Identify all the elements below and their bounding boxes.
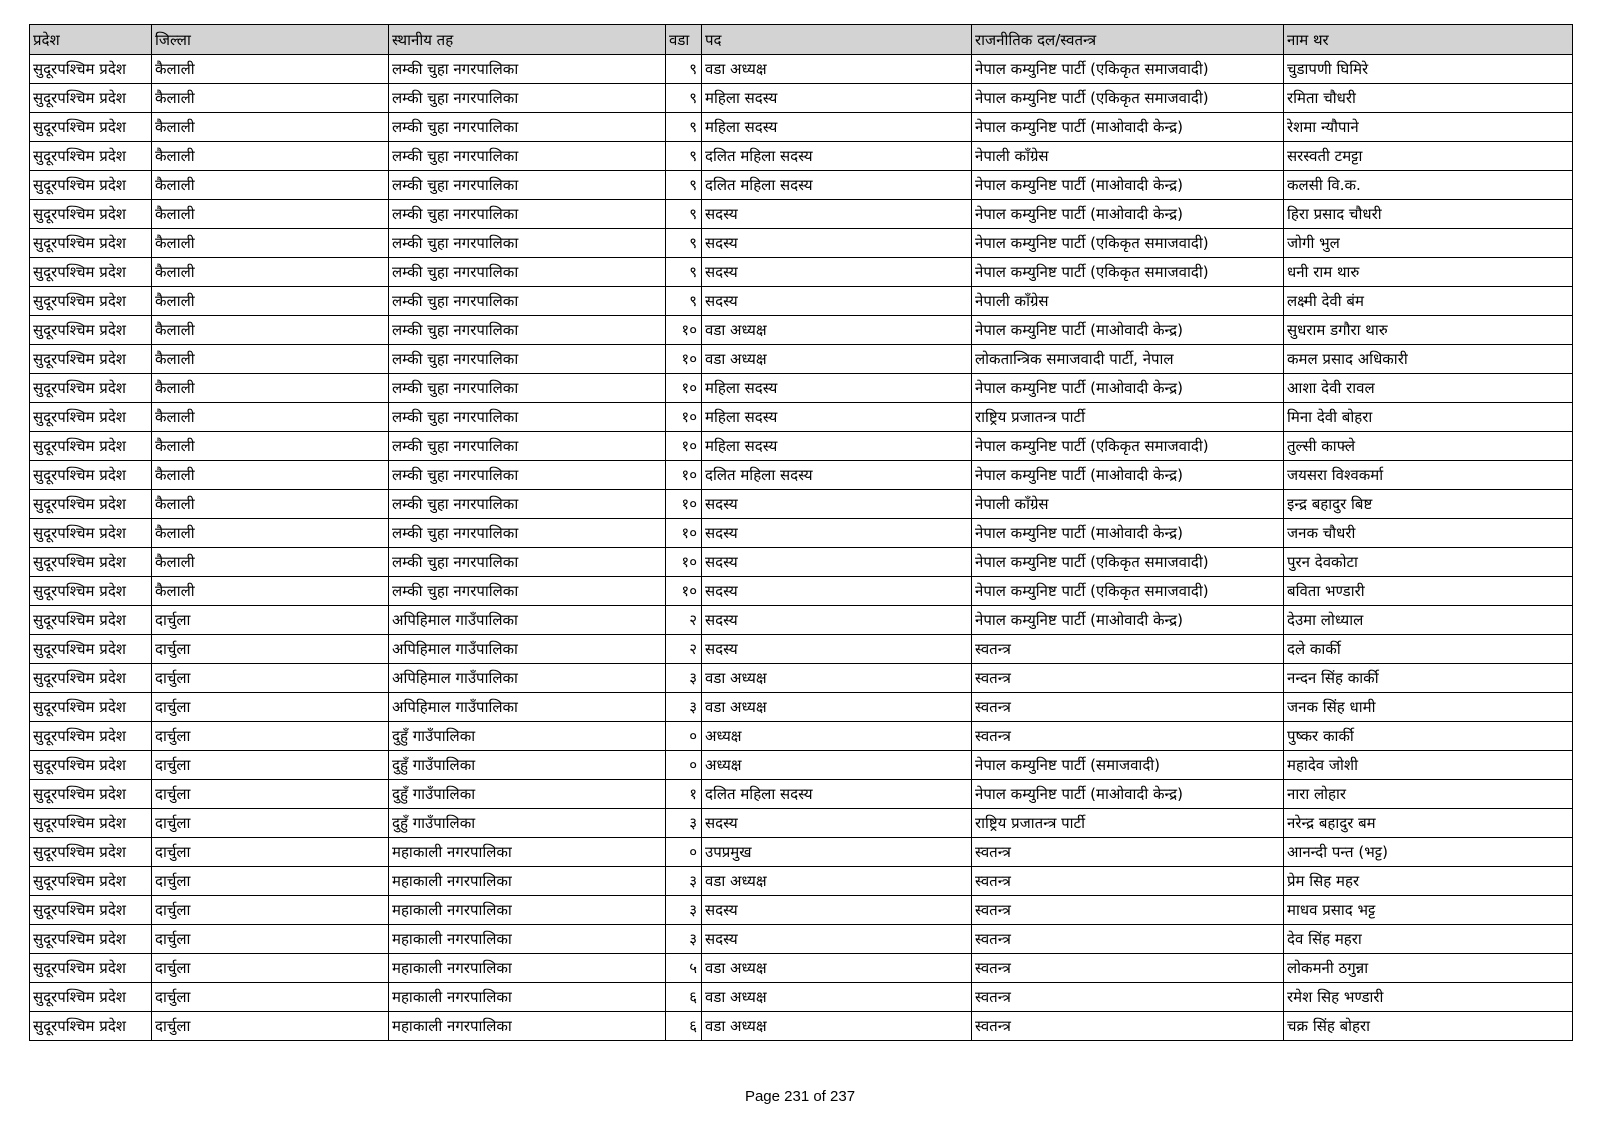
cell-province: सुदूरपश्चिम प्रदेश (30, 925, 152, 954)
table-row (30, 461, 1573, 490)
cell-local-level: लम्की चुहा नगरपालिका (389, 519, 666, 548)
column-header-district: जिल्ला (152, 25, 389, 55)
cell-name: रमेश सिह भण्डारी (1284, 983, 1573, 1012)
cell-position: महिला सदस्य (702, 374, 972, 403)
cell-name: नारा लोहार (1284, 780, 1573, 809)
cell-party: स्वतन्त्र (972, 635, 1284, 664)
cell-party: स्वतन्त्र (972, 983, 1284, 1012)
cell-name: नरेन्द्र बहादुर बम (1284, 809, 1573, 838)
cell-district: कैलाली (152, 229, 389, 258)
cell-ward: ९ (666, 200, 702, 229)
cell-province: सुदूरपश्चिम प्रदेश (30, 142, 152, 171)
cell-name: हिरा प्रसाद चौधरी (1284, 200, 1573, 229)
cell-ward: १० (666, 403, 702, 432)
table-row (30, 809, 1573, 838)
cell-province: सुदूरपश्चिम प्रदेश (30, 461, 152, 490)
cell-party: नेपाल कम्युनिष्ट पार्टी (माओवादी केन्द्र) (972, 200, 1284, 229)
cell-local-level: लम्की चुहा नगरपालिका (389, 55, 666, 84)
cell-position: सदस्य (702, 287, 972, 316)
cell-province: सुदूरपश्चिम प्रदेश (30, 896, 152, 925)
cell-local-level: लम्की चुहा नगरपालिका (389, 113, 666, 142)
cell-name: बविता भण्डारी (1284, 577, 1573, 606)
cell-local-level: लम्की चुहा नगरपालिका (389, 403, 666, 432)
cell-district: दार्चुला (152, 693, 389, 722)
cell-position: वडा अध्यक्ष (702, 316, 972, 345)
cell-party: स्वतन्त्र (972, 693, 1284, 722)
cell-local-level: अपिहिमाल गाउँपालिका (389, 606, 666, 635)
cell-name: सुधराम डगौरा थारु (1284, 316, 1573, 345)
table-row (30, 229, 1573, 258)
cell-local-level: अपिहिमाल गाउँपालिका (389, 664, 666, 693)
cell-province: सुदूरपश्चिम प्रदेश (30, 200, 152, 229)
cell-position: सदस्य (702, 809, 972, 838)
cell-name: रेशमा न्यौपाने (1284, 113, 1573, 142)
cell-party: स्वतन्त्र (972, 925, 1284, 954)
cell-local-level: दुहुँ गाउँपालिका (389, 751, 666, 780)
cell-province: सुदूरपश्चिम प्रदेश (30, 664, 152, 693)
cell-district: कैलाली (152, 142, 389, 171)
cell-party: नेपाल कम्युनिष्ट पार्टी (एकिकृत समाजवादी) (972, 432, 1284, 461)
cell-district: कैलाली (152, 548, 389, 577)
table-body (30, 55, 1573, 1041)
cell-ward: ९ (666, 84, 702, 113)
cell-ward: ० (666, 722, 702, 751)
cell-province: सुदूरपश्चिम प्रदेश (30, 171, 152, 200)
cell-district: कैलाली (152, 490, 389, 519)
cell-province: सुदूरपश्चिम प्रदेश (30, 345, 152, 374)
cell-district: कैलाली (152, 316, 389, 345)
cell-name: आनन्दी पन्त (भट्ट) (1284, 838, 1573, 867)
table-row (30, 519, 1573, 548)
cell-ward: ९ (666, 258, 702, 287)
cell-name: चुडापणी घिमिरे (1284, 55, 1573, 84)
cell-ward: ५ (666, 954, 702, 983)
cell-name: दले कार्की (1284, 635, 1573, 664)
cell-ward: ९ (666, 229, 702, 258)
cell-position: वडा अध्यक्ष (702, 345, 972, 374)
cell-position: वडा अध्यक्ष (702, 983, 972, 1012)
cell-ward: ३ (666, 809, 702, 838)
cell-district: कैलाली (152, 287, 389, 316)
cell-district: कैलाली (152, 403, 389, 432)
cell-party: नेपाल कम्युनिष्ट पार्टी (एकिकृत समाजवादी) (972, 258, 1284, 287)
cell-party: स्वतन्त्र (972, 838, 1284, 867)
cell-local-level: दुहुँ गाउँपालिका (389, 809, 666, 838)
cell-province: सुदूरपश्चिम प्रदेश (30, 606, 152, 635)
cell-name: देउमा लोध्याल (1284, 606, 1573, 635)
cell-local-level: लम्की चुहा नगरपालिका (389, 142, 666, 171)
cell-party: नेपाल कम्युनिष्ट पार्टी (माओवादी केन्द्र) (972, 171, 1284, 200)
cell-position: वडा अध्यक्ष (702, 664, 972, 693)
cell-district: कैलाली (152, 374, 389, 403)
cell-district: दार्चुला (152, 809, 389, 838)
column-header-ward: वडा (666, 25, 702, 55)
cell-name: पुरन देवकोटा (1284, 548, 1573, 577)
cell-ward: ३ (666, 896, 702, 925)
cell-local-level: महाकाली नगरपालिका (389, 925, 666, 954)
cell-position: सदस्य (702, 577, 972, 606)
table-row (30, 113, 1573, 142)
cell-party: लोकतान्त्रिक समाजवादी पार्टी, नेपाल (972, 345, 1284, 374)
cell-party: नेपाल कम्युनिष्ट पार्टी (एकिकृत समाजवादी) (972, 229, 1284, 258)
cell-position: दलित महिला सदस्य (702, 780, 972, 809)
table-row (30, 896, 1573, 925)
cell-name: जनक चौधरी (1284, 519, 1573, 548)
cell-party: स्वतन्त्र (972, 867, 1284, 896)
cell-province: सुदूरपश्चिम प्रदेश (30, 693, 152, 722)
cell-ward: १० (666, 577, 702, 606)
cell-position: दलित महिला सदस्य (702, 142, 972, 171)
cell-local-level: लम्की चुहा नगरपालिका (389, 84, 666, 113)
cell-party: नेपाल कम्युनिष्ट पार्टी (माओवादी केन्द्र) (972, 316, 1284, 345)
cell-district: दार्चुला (152, 983, 389, 1012)
table-row (30, 1012, 1573, 1041)
table-row (30, 577, 1573, 606)
cell-position: महिला सदस्य (702, 113, 972, 142)
cell-name: प्रेम सिह महर (1284, 867, 1573, 896)
cell-ward: २ (666, 606, 702, 635)
cell-position: महिला सदस्य (702, 432, 972, 461)
table-row (30, 635, 1573, 664)
cell-district: दार्चुला (152, 606, 389, 635)
cell-position: वडा अध्यक्ष (702, 693, 972, 722)
cell-local-level: लम्की चुहा नगरपालिका (389, 548, 666, 577)
cell-name: पुष्कर कार्की (1284, 722, 1573, 751)
cell-name: महादेव जोशी (1284, 751, 1573, 780)
cell-local-level: दुहुँ गाउँपालिका (389, 780, 666, 809)
cell-local-level: लम्की चुहा नगरपालिका (389, 287, 666, 316)
table-row (30, 606, 1573, 635)
cell-district: दार्चुला (152, 1012, 389, 1041)
cell-party: राष्ट्रिय प्रजातन्त्र पार्टी (972, 809, 1284, 838)
cell-name: तुल्सी काफ्ले (1284, 432, 1573, 461)
cell-party: स्वतन्त्र (972, 1012, 1284, 1041)
cell-ward: ० (666, 838, 702, 867)
cell-name: जनक सिंह धामी (1284, 693, 1573, 722)
cell-ward: ० (666, 751, 702, 780)
column-header-name: नाम थर (1284, 25, 1573, 55)
cell-province: सुदूरपश्चिम प्रदेश (30, 519, 152, 548)
table-row (30, 287, 1573, 316)
cell-ward: १० (666, 490, 702, 519)
table-row (30, 693, 1573, 722)
cell-position: सदस्य (702, 229, 972, 258)
table-row (30, 780, 1573, 809)
cell-party: नेपाल कम्युनिष्ट पार्टी (माओवादी केन्द्र) (972, 780, 1284, 809)
cell-ward: ३ (666, 693, 702, 722)
cell-province: सुदूरपश्चिम प्रदेश (30, 374, 152, 403)
cell-party: स्वतन्त्र (972, 954, 1284, 983)
cell-ward: १० (666, 548, 702, 577)
cell-position: सदस्य (702, 200, 972, 229)
table-row (30, 142, 1573, 171)
cell-district: दार्चुला (152, 664, 389, 693)
cell-province: सुदूरपश्चिम प्रदेश (30, 954, 152, 983)
cell-district: कैलाली (152, 171, 389, 200)
table-row (30, 925, 1573, 954)
cell-position: अध्यक्ष (702, 722, 972, 751)
cell-position: वडा अध्यक्ष (702, 954, 972, 983)
table-row (30, 432, 1573, 461)
cell-district: कैलाली (152, 55, 389, 84)
cell-party: स्वतन्त्र (972, 722, 1284, 751)
cell-ward: ३ (666, 925, 702, 954)
cell-province: सुदूरपश्चिम प्रदेश (30, 635, 152, 664)
cell-party: नेपाल कम्युनिष्ट पार्टी (माओवादी केन्द्र) (972, 519, 1284, 548)
cell-name: मिना देवी बोहरा (1284, 403, 1573, 432)
cell-position: सदस्य (702, 635, 972, 664)
cell-district: कैलाली (152, 113, 389, 142)
cell-province: सुदूरपश्चिम प्रदेश (30, 722, 152, 751)
header-row (30, 25, 1573, 55)
results-table (29, 24, 1573, 1041)
cell-ward: ६ (666, 983, 702, 1012)
cell-name: लक्ष्मी देवी बंम (1284, 287, 1573, 316)
cell-local-level: महाकाली नगरपालिका (389, 983, 666, 1012)
table-row (30, 722, 1573, 751)
cell-position: अध्यक्ष (702, 751, 972, 780)
cell-ward: ३ (666, 664, 702, 693)
cell-position: सदस्य (702, 258, 972, 287)
cell-district: कैलाली (152, 577, 389, 606)
cell-name: चक्र सिंह बोहरा (1284, 1012, 1573, 1041)
cell-position: उपप्रमुख (702, 838, 972, 867)
cell-ward: १० (666, 374, 702, 403)
cell-ward: १० (666, 519, 702, 548)
cell-district: दार्चुला (152, 896, 389, 925)
cell-position: सदस्य (702, 925, 972, 954)
table-row (30, 84, 1573, 113)
cell-district: दार्चुला (152, 780, 389, 809)
cell-name: जयसरा विश्वकर्मा (1284, 461, 1573, 490)
cell-local-level: महाकाली नगरपालिका (389, 1012, 666, 1041)
cell-local-level: लम्की चुहा नगरपालिका (389, 316, 666, 345)
cell-position: वडा अध्यक्ष (702, 1012, 972, 1041)
cell-position: वडा अध्यक्ष (702, 55, 972, 84)
cell-local-level: अपिहिमाल गाउँपालिका (389, 635, 666, 664)
cell-position: दलित महिला सदस्य (702, 461, 972, 490)
cell-local-level: अपिहिमाल गाउँपालिका (389, 693, 666, 722)
cell-province: सुदूरपश्चिम प्रदेश (30, 983, 152, 1012)
cell-province: सुदूरपश्चिम प्रदेश (30, 809, 152, 838)
cell-name: नन्दन सिंह कार्की (1284, 664, 1573, 693)
table-row (30, 867, 1573, 896)
cell-local-level: लम्की चुहा नगरपालिका (389, 229, 666, 258)
cell-position: सदस्य (702, 606, 972, 635)
cell-district: कैलाली (152, 200, 389, 229)
cell-position: सदस्य (702, 519, 972, 548)
cell-party: नेपाल कम्युनिष्ट पार्टी (एकिकृत समाजवादी) (972, 55, 1284, 84)
cell-party: स्वतन्त्र (972, 896, 1284, 925)
cell-province: सुदूरपश्चिम प्रदेश (30, 84, 152, 113)
table-row (30, 258, 1573, 287)
cell-party: नेपाल कम्युनिष्ट पार्टी (माओवादी केन्द्र) (972, 374, 1284, 403)
cell-district: कैलाली (152, 432, 389, 461)
cell-party: नेपाल कम्युनिष्ट पार्टी (एकिकृत समाजवादी) (972, 84, 1284, 113)
cell-party: स्वतन्त्र (972, 664, 1284, 693)
cell-local-level: लम्की चुहा नगरपालिका (389, 171, 666, 200)
table-row (30, 548, 1573, 577)
table-header (30, 25, 1573, 55)
cell-ward: १ (666, 780, 702, 809)
cell-province: सुदूरपश्चिम प्रदेश (30, 287, 152, 316)
cell-district: कैलाली (152, 84, 389, 113)
table-row (30, 374, 1573, 403)
cell-name: कलसी वि.क. (1284, 171, 1573, 200)
cell-province: सुदूरपश्चिम प्रदेश (30, 316, 152, 345)
cell-position: सदस्य (702, 490, 972, 519)
cell-party: नेपाल कम्युनिष्ट पार्टी (समाजवादी) (972, 751, 1284, 780)
cell-local-level: लम्की चुहा नगरपालिका (389, 345, 666, 374)
cell-ward: १० (666, 316, 702, 345)
cell-position: महिला सदस्य (702, 403, 972, 432)
cell-name: सरस्वती टमट्टा (1284, 142, 1573, 171)
cell-local-level: लम्की चुहा नगरपालिका (389, 374, 666, 403)
cell-position: सदस्य (702, 548, 972, 577)
cell-position: दलित महिला सदस्य (702, 171, 972, 200)
cell-local-level: दुहुँ गाउँपालिका (389, 722, 666, 751)
column-header-local-level: स्थानीय तह (389, 25, 666, 55)
table-row (30, 200, 1573, 229)
cell-party: नेपाली काँग्रेस (972, 287, 1284, 316)
cell-district: कैलाली (152, 258, 389, 287)
cell-party: नेपाल कम्युनिष्ट पार्टी (एकिकृत समाजवादी) (972, 577, 1284, 606)
cell-province: सुदूरपश्चिम प्रदेश (30, 548, 152, 577)
cell-name: जोगी भुल (1284, 229, 1573, 258)
cell-district: दार्चुला (152, 722, 389, 751)
cell-local-level: लम्की चुहा नगरपालिका (389, 200, 666, 229)
table-row (30, 664, 1573, 693)
cell-district: दार्चुला (152, 751, 389, 780)
cell-ward: ९ (666, 142, 702, 171)
table-row (30, 838, 1573, 867)
table-row (30, 171, 1573, 200)
cell-province: सुदूरपश्चिम प्रदेश (30, 867, 152, 896)
cell-district: दार्चुला (152, 635, 389, 664)
cell-province: सुदूरपश्चिम प्रदेश (30, 258, 152, 287)
cell-local-level: लम्की चुहा नगरपालिका (389, 258, 666, 287)
cell-province: सुदूरपश्चिम प्रदेश (30, 751, 152, 780)
cell-local-level: लम्की चुहा नगरपालिका (389, 461, 666, 490)
cell-ward: ९ (666, 287, 702, 316)
column-header-province: प्रदेश (30, 25, 152, 55)
cell-party: नेपाली काँग्रेस (972, 490, 1284, 519)
cell-ward: ९ (666, 171, 702, 200)
cell-province: सुदूरपश्चिम प्रदेश (30, 838, 152, 867)
cell-local-level: महाकाली नगरपालिका (389, 867, 666, 896)
table-row (30, 316, 1573, 345)
cell-local-level: लम्की चुहा नगरपालिका (389, 577, 666, 606)
cell-ward: ६ (666, 1012, 702, 1041)
table-row (30, 954, 1573, 983)
cell-district: दार्चुला (152, 954, 389, 983)
cell-party: नेपाल कम्युनिष्ट पार्टी (एकिकृत समाजवादी) (972, 548, 1284, 577)
cell-ward: १० (666, 345, 702, 374)
cell-province: सुदूरपश्चिम प्रदेश (30, 577, 152, 606)
cell-province: सुदूरपश्चिम प्रदेश (30, 55, 152, 84)
cell-province: सुदूरपश्चिम प्रदेश (30, 1012, 152, 1041)
cell-name: आशा देवी रावल (1284, 374, 1573, 403)
cell-district: दार्चुला (152, 867, 389, 896)
cell-ward: २ (666, 635, 702, 664)
table-row (30, 345, 1573, 374)
column-header-party: राजनीतिक दल/स्वतन्त्र (972, 25, 1284, 55)
cell-district: कैलाली (152, 519, 389, 548)
cell-ward: ९ (666, 55, 702, 84)
cell-ward: ३ (666, 867, 702, 896)
cell-name: माधव प्रसाद भट्ट (1284, 896, 1573, 925)
table-row (30, 403, 1573, 432)
cell-province: सुदूरपश्चिम प्रदेश (30, 432, 152, 461)
cell-district: दार्चुला (152, 838, 389, 867)
cell-ward: १० (666, 461, 702, 490)
cell-province: सुदूरपश्चिम प्रदेश (30, 780, 152, 809)
cell-party: नेपाल कम्युनिष्ट पार्टी (माओवादी केन्द्र) (972, 113, 1284, 142)
table-row (30, 751, 1573, 780)
cell-name: इन्द्र बहादुर बिष्ट (1284, 490, 1573, 519)
cell-name: रमिता चौधरी (1284, 84, 1573, 113)
cell-name: कमल प्रसाद अधिकारी (1284, 345, 1573, 374)
cell-name: देव सिंह महरा (1284, 925, 1573, 954)
table-row (30, 490, 1573, 519)
cell-district: कैलाली (152, 345, 389, 374)
cell-position: सदस्य (702, 896, 972, 925)
cell-party: नेपाल कम्युनिष्ट पार्टी (माओवादी केन्द्र) (972, 461, 1284, 490)
cell-province: सुदूरपश्चिम प्रदेश (30, 229, 152, 258)
table-row (30, 55, 1573, 84)
cell-party: राष्ट्रिय प्रजातन्त्र पार्टी (972, 403, 1284, 432)
cell-province: सुदूरपश्चिम प्रदेश (30, 113, 152, 142)
cell-district: कैलाली (152, 461, 389, 490)
cell-local-level: महाकाली नगरपालिका (389, 838, 666, 867)
page-number: Page 231 of 237 (744, 1088, 856, 1105)
cell-district: दार्चुला (152, 925, 389, 954)
cell-position: वडा अध्यक्ष (702, 867, 972, 896)
cell-province: सुदूरपश्चिम प्रदेश (30, 403, 152, 432)
cell-name: लोकमनी ठगुन्ना (1284, 954, 1573, 983)
table-row (30, 983, 1573, 1012)
cell-ward: ९ (666, 113, 702, 142)
cell-local-level: लम्की चुहा नगरपालिका (389, 432, 666, 461)
cell-local-level: महाकाली नगरपालिका (389, 896, 666, 925)
cell-party: नेपाली काँग्रेस (972, 142, 1284, 171)
cell-party: नेपाल कम्युनिष्ट पार्टी (माओवादी केन्द्र) (972, 606, 1284, 635)
cell-position: महिला सदस्य (702, 84, 972, 113)
cell-ward: १० (666, 432, 702, 461)
cell-local-level: लम्की चुहा नगरपालिका (389, 490, 666, 519)
cell-local-level: महाकाली नगरपालिका (389, 954, 666, 983)
cell-name: धनी राम थारु (1284, 258, 1573, 287)
cell-province: सुदूरपश्चिम प्रदेश (30, 490, 152, 519)
column-header-position: पद (702, 25, 972, 55)
